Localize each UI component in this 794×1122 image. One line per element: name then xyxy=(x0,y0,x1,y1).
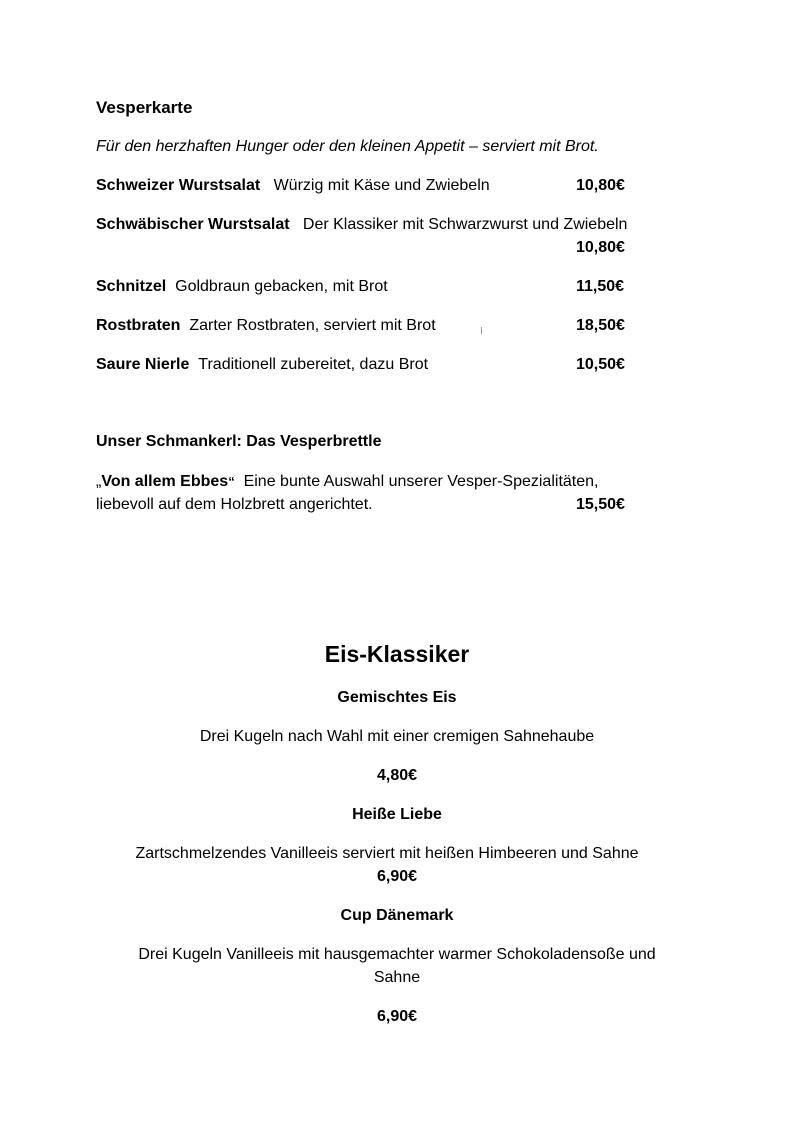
special-line-1 xyxy=(96,473,598,491)
item-description: Würzig mit Käse und Zwiebeln xyxy=(273,177,490,194)
menu-item xyxy=(96,278,388,296)
special-name: Von allem Ebbes xyxy=(101,473,229,490)
vesper-intro: Für den herzhaften Hunger oder den kleinen Appetit – serviert mit Brot. xyxy=(96,138,599,155)
eis-item-name: Gemischtes Eis xyxy=(337,689,457,706)
item-price: 10,80€ xyxy=(576,239,625,256)
item-description: Der Klassiker mit Schwarzwurst und Zwiebeln xyxy=(302,216,628,233)
item-description: Zarter Rostbraten, serviert mit Brot xyxy=(189,317,436,334)
item-name: Schnitzel xyxy=(96,278,167,295)
item-price: 11,50€ xyxy=(576,278,625,295)
quote-close: “ xyxy=(228,474,235,489)
menu-item xyxy=(96,177,490,195)
item-name: Rostbraten xyxy=(96,317,181,334)
special-description: Eine bunte Auswahl unserer Vesper-Spezialitäten, xyxy=(243,473,599,490)
special-heading: Unser Schmankerl: Das Vesperbrettle xyxy=(96,433,382,450)
text-cursor-mark xyxy=(481,327,482,334)
item-name: Schweizer Wurstsalat xyxy=(96,177,261,194)
menu-item xyxy=(96,216,627,234)
item-price: 10,50€ xyxy=(576,356,625,373)
eis-item-description-cont: Sahne xyxy=(373,969,421,986)
eis-item-description: Drei Kugeln nach Wahl mit einer cremigen Sahnehaube xyxy=(199,728,595,745)
eis-item-name: Heiße Liebe xyxy=(352,806,442,823)
item-name: Saure Nierle xyxy=(96,356,190,373)
eis-item-name: Cup Dänemark xyxy=(340,907,454,924)
special-line-2: liebevoll auf dem Holzbrett angerichtet. xyxy=(96,496,373,513)
eis-heading: Eis-Klassiker xyxy=(324,641,470,667)
item-price: 10,80€ xyxy=(576,177,625,194)
menu-item xyxy=(96,317,436,335)
eis-item-price: 6,90€ xyxy=(376,1008,418,1025)
eis-item-description: Drei Kugeln Vanilleeis mit hausgemachter warmer Schokoladensoße und xyxy=(138,946,656,963)
eis-item-price: 4,80€ xyxy=(376,767,418,784)
item-description: Goldbraun gebacken, mit Brot xyxy=(175,278,388,295)
eis-item-description: Zartschmelzendes Vanilleeis serviert mit heißen Himbeeren und Sahne xyxy=(135,845,639,862)
quote-open: „ xyxy=(96,473,102,490)
menu-item xyxy=(96,356,428,374)
item-price: 18,50€ xyxy=(576,317,625,334)
item-name: Schwäbischer Wurstsalat xyxy=(96,216,290,233)
special-price: 15,50€ xyxy=(576,496,625,513)
vesper-heading: Vesperkarte xyxy=(96,98,193,117)
eis-item-price: 6,90€ xyxy=(376,868,418,885)
item-description: Traditionell zubereitet, dazu Brot xyxy=(198,356,429,373)
